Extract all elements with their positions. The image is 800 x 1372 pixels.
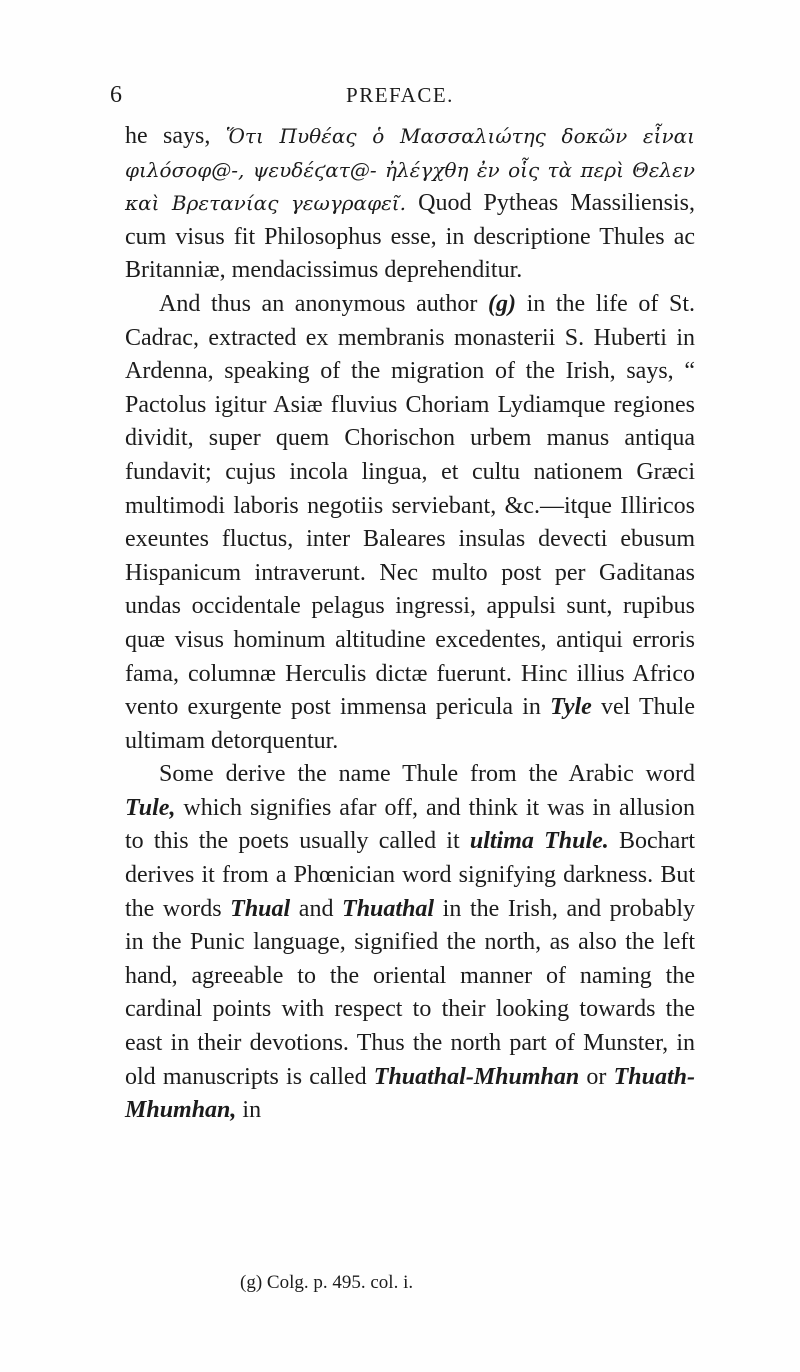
paragraph-thule-etymology: [125, 758, 695, 1128]
greek-quotation: Ὅτι Πυθέας ὁ Μασσαλιώτης δοκῶν εἶναι φιλόσοφ@-, ψευδέϛατ@- ἠλέγχθη ἐν οἷς τὰ περὶ Θελεν καὶ Βρετανίας γεωγραφεῖ.: [125, 124, 695, 216]
italic-term: Tule,: [125, 794, 176, 821]
paragraph-text: in the life of St. Cadrac, extracted ex membranis monasterii S. Huberti in Ardenna, speaking of the migration of the Irish, says, “ Pactolus igitur Asiæ fluvius Choriam Lydiamque regiones dividit, super quem Chorischon urbem manus antiqua fundavit; cujus incola lingua, et cultu nationem Græci multimodi laboris negotiis serviebant, &c.—itque Illiricos exeuntes fluctus, inter Baleares insulas devecti ebusum Hispanicum intraverunt. Nec multo post per Gaditanas undas occidentale pelagus ingressi, appulsi sunt, rupibus quæ visus hominum altitudine excedentes, antiqui erroris fama, columnæ Herculis dictæ fuerunt. Hinc illius Africo vento exurgente post immensa pericula in: [125, 290, 695, 721]
paragraph-text: or: [579, 1063, 614, 1090]
page-header: [0, 78, 800, 112]
italic-term: Thual: [230, 895, 291, 922]
italic-term: ultima Thule.: [469, 828, 609, 855]
paragraph-text: and: [290, 895, 343, 922]
paragraph-text: which signifies afar off, and think it was in allusion to this the poets usually called it: [125, 794, 695, 855]
paragraph-text: vel Thule ultimam detorquentur.: [125, 694, 695, 754]
body-text: [125, 120, 695, 1128]
paragraph-text: in: [236, 1097, 262, 1124]
footnote: (g) Colg. p. 495. col. i.: [240, 1272, 414, 1293]
paragraph-text: he says,: [125, 123, 226, 149]
paragraph-greek-quote: [125, 120, 695, 288]
paragraph-text: Quod Pytheas Massiliensis, cum visus fit Philosophus esse, in descriptione Thules ac Britanniæ, mendacissimus deprehenditur.: [125, 190, 696, 284]
paragraph-text: And thus an anonymous author: [159, 290, 488, 317]
paragraph-text: in the Irish, and probably in the Punic language, signified the north, as also the left hand, agreeable to the oriental manner of naming the cardinal points with respect to their looking towards the east in their devotions. Thus the north part of Munster, in old manuscripts is called: [125, 895, 695, 1090]
running-head: PREFACE.: [346, 83, 454, 107]
paragraph-st-cadrac: [125, 288, 695, 758]
page-number: 6: [110, 82, 122, 108]
italic-term: Thuathal-Mhumhan: [373, 1063, 580, 1090]
italic-term: Thuathal: [342, 895, 435, 922]
italic-term: Tyle: [550, 694, 592, 721]
paragraph-text: Some derive the name Thule from the Arabic word: [159, 761, 695, 788]
paragraph-text: Bochart derives it from a Phœnician word signifying darkness. But the words: [125, 828, 695, 922]
italic-term: Thuath-Mhumhan,: [125, 1063, 695, 1124]
footnote-reference: (g): [488, 290, 516, 317]
